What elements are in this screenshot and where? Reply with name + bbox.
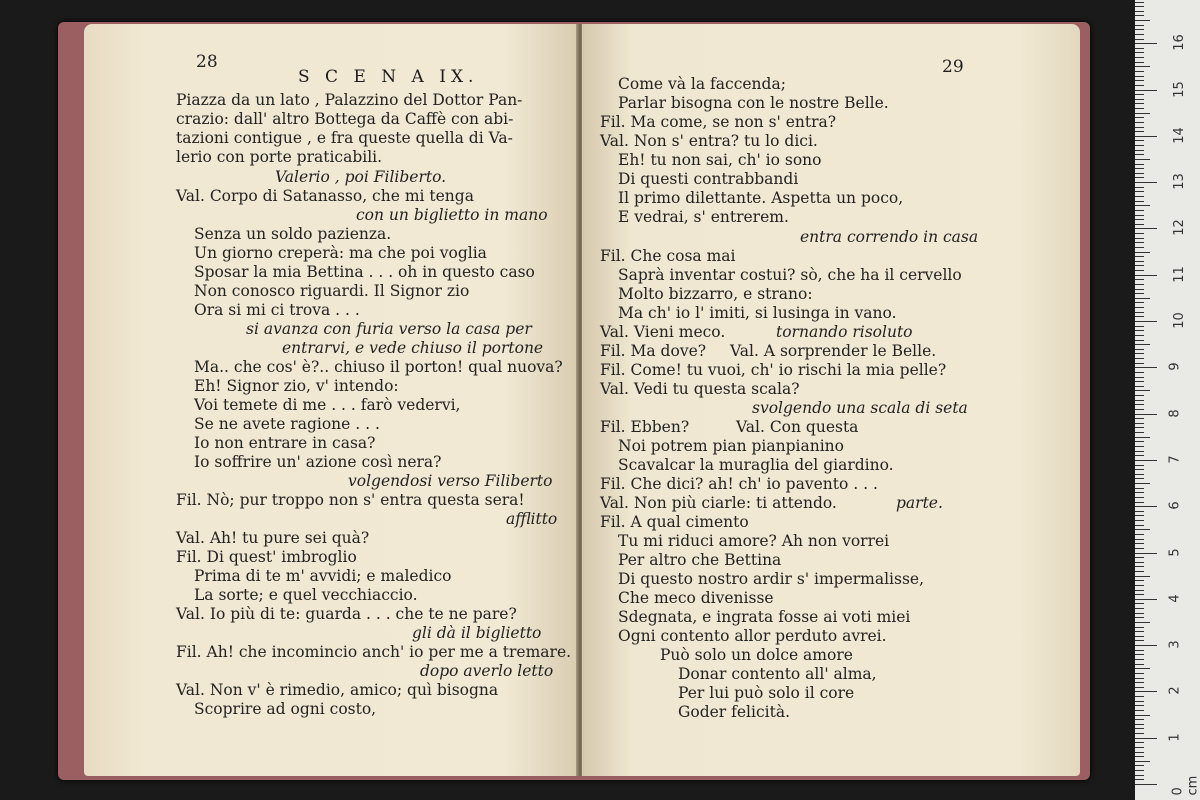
ruler-tick xyxy=(1135,492,1144,493)
ruler-tick xyxy=(1135,728,1144,729)
ruler-tick xyxy=(1135,539,1144,540)
ruler-tick xyxy=(1135,650,1144,651)
text-line: tazioni contigue , e fra queste quella di Va- xyxy=(176,129,513,147)
ruler-tick xyxy=(1135,543,1144,544)
ruler-tick xyxy=(1135,668,1150,669)
text-line: Se ne avete ragione . . . xyxy=(194,415,380,433)
ruler-tick xyxy=(1135,326,1144,327)
text-line: Val. Vedi tu questa scala? xyxy=(600,380,800,398)
ruler-tick xyxy=(1135,742,1144,743)
ruler-label: 13 xyxy=(1171,173,1187,190)
ruler-tick xyxy=(1135,483,1150,484)
ruler-tick xyxy=(1135,140,1144,141)
ruler-tick xyxy=(1135,724,1144,725)
ruler-tick xyxy=(1135,289,1144,290)
ruler-tick xyxy=(1135,779,1144,780)
ruler-tick xyxy=(1135,43,1157,44)
ruler-tick xyxy=(1135,39,1144,40)
ruler-tick xyxy=(1135,418,1144,419)
ruler-tick xyxy=(1135,270,1144,271)
ruler-tick xyxy=(1135,617,1144,618)
text-line: Val. Vieni meco. xyxy=(600,323,726,341)
ruler-tick xyxy=(1135,34,1144,35)
text-line: Val. Non v' è rimedio, amico; quì bisogna xyxy=(176,681,499,699)
ruler-tick xyxy=(1135,344,1150,345)
ruler-tick xyxy=(1135,228,1157,229)
ruler-tick xyxy=(1135,76,1144,77)
text-line: Fil. Ma dove? xyxy=(600,342,707,360)
text-line: Prima di te m' avvidi; e maledico xyxy=(194,567,452,585)
ruler-tick xyxy=(1135,256,1144,257)
ruler-tick xyxy=(1135,590,1144,591)
text-line: Val. Corpo di Satanasso, che mi tenga xyxy=(176,187,474,205)
ruler-tick xyxy=(1135,48,1144,49)
text-line: Fil. Ma come, se non s' entra? xyxy=(600,113,837,131)
ruler-tick xyxy=(1135,437,1150,438)
ruler-label: 5 xyxy=(1167,547,1183,557)
ruler-tick xyxy=(1135,349,1144,350)
text-line: Fil. Come! tu vuoi, ch' io rischi la mia pelle? xyxy=(600,361,947,379)
ruler-tick xyxy=(1135,478,1144,479)
ruler-tick xyxy=(1135,733,1144,734)
stage-direction: volgendosi verso Filiberto xyxy=(348,472,553,490)
ruler-tick xyxy=(1135,136,1157,137)
ruler-tick xyxy=(1135,455,1144,456)
ruler-tick xyxy=(1135,307,1144,308)
ruler-tick xyxy=(1135,150,1144,151)
ruler-tick xyxy=(1135,645,1157,646)
text-line: Ogni contento allor perduto avrei. xyxy=(618,627,887,645)
ruler-tick xyxy=(1135,765,1144,766)
ruler-tick xyxy=(1135,691,1157,692)
ruler-tick xyxy=(1135,367,1157,368)
ruler-tick xyxy=(1135,710,1144,711)
text-line: Val. A sorprender le Belle. xyxy=(730,342,937,360)
ruler-tick xyxy=(1135,312,1144,313)
ruler-tick xyxy=(1135,205,1150,206)
ruler-tick xyxy=(1135,562,1144,563)
text-line: Sposar la mia Bettina . . . oh in questo caso xyxy=(194,263,535,281)
ruler-label: 16 xyxy=(1171,34,1187,51)
ruler-tick xyxy=(1135,224,1144,225)
ruler-tick xyxy=(1135,173,1144,174)
ruler-tick xyxy=(1135,247,1144,248)
ruler-tick xyxy=(1135,515,1144,516)
ruler-tick xyxy=(1135,770,1144,771)
ruler-tick xyxy=(1135,377,1144,378)
ruler-tick xyxy=(1135,372,1144,373)
stage-direction: parte. xyxy=(896,494,943,512)
ruler-tick xyxy=(1135,25,1144,26)
ruler-tick xyxy=(1135,451,1144,452)
ruler-tick xyxy=(1135,62,1144,63)
right-page-number: 29 xyxy=(942,57,964,77)
text-line: Val. Con questa xyxy=(736,418,859,436)
text-line: Di questo nostro ardir s' impermalisse, xyxy=(618,570,925,588)
stage-direction: gli dà il biglietto xyxy=(412,624,542,642)
text-line: Saprà inventar costui? sò, che ha il cervello xyxy=(618,266,962,284)
text-line: Di questi contrabbandi xyxy=(618,170,799,188)
ruler-tick xyxy=(1135,177,1144,178)
ruler-tick xyxy=(1135,353,1144,354)
ruler-tick xyxy=(1135,238,1144,239)
ruler-tick xyxy=(1135,390,1150,391)
ruler-label: 9 xyxy=(1167,362,1183,371)
ruler-tick xyxy=(1135,164,1144,165)
text-line: Fil. Ebben? xyxy=(600,418,690,436)
ruler-tick xyxy=(1135,71,1144,72)
ruler-tick xyxy=(1135,131,1144,132)
ruler-tick xyxy=(1135,432,1144,433)
ruler-tick xyxy=(1135,460,1157,461)
ruler-label: 3 xyxy=(1167,640,1183,649)
stage-direction: con un biglietto in mano xyxy=(356,206,548,224)
ruler-tick xyxy=(1135,613,1144,614)
ruler-tick xyxy=(1135,603,1144,604)
text-line: Piazza da un lato , Palazzino del Dottor Pan- xyxy=(176,91,523,109)
ruler-tick xyxy=(1135,775,1144,776)
text-line: Fil. Che dici? ah! ch' io pavento . . . xyxy=(600,475,878,493)
ruler-tick xyxy=(1135,145,1144,146)
ruler-tick xyxy=(1135,85,1144,86)
text-line: Tu mi riduci amore? Ah non vorrei xyxy=(618,532,890,550)
ruler-tick xyxy=(1135,66,1150,67)
ruler-tick xyxy=(1135,511,1144,512)
ruler-tick xyxy=(1135,127,1144,128)
ruler-tick xyxy=(1135,215,1144,216)
text-line: Molto bizzarro, e strano: xyxy=(618,285,813,303)
ruler-tick xyxy=(1135,465,1144,466)
ruler-tick xyxy=(1135,252,1150,253)
ruler-tick xyxy=(1135,20,1150,21)
ruler-tick xyxy=(1135,279,1144,280)
ruler-tick xyxy=(1135,622,1150,623)
ruler-tick xyxy=(1135,400,1144,401)
ruler-tick xyxy=(1135,594,1144,595)
text-line: Ma.. che cos' è?.. chiuso il porton! qual nuova? xyxy=(194,358,563,376)
text-line: Val. Non più ciarle: ti attendo. xyxy=(600,494,837,512)
text-line: Goder felicità. xyxy=(678,703,791,721)
text-line: Eh! tu non sai, ch' io sono xyxy=(618,151,822,169)
text-line: Senza un soldo pazienza. xyxy=(194,225,392,243)
text-line: Io non entrare in casa? xyxy=(194,434,376,452)
text-line: Per lui può solo il core xyxy=(678,684,855,702)
stage-direction: entra correndo in casa xyxy=(800,228,979,246)
ruler-tick xyxy=(1135,52,1144,53)
ruler-tick xyxy=(1135,154,1144,155)
ruler-tick xyxy=(1135,599,1157,600)
ruler-tick xyxy=(1135,113,1150,114)
stage-direction: Valerio , poi Filiberto. xyxy=(275,168,447,186)
ruler-tick xyxy=(1135,576,1150,577)
ruler-tick xyxy=(1135,534,1144,535)
ruler-tick xyxy=(1135,201,1144,202)
ruler-label: 6 xyxy=(1167,501,1183,510)
ruler-label: 4 xyxy=(1167,594,1183,603)
ruler-label: 8 xyxy=(1167,408,1183,418)
ruler-tick xyxy=(1135,6,1144,7)
ruler-tick xyxy=(1135,321,1157,322)
ruler-tick xyxy=(1135,103,1144,104)
text-line: Fil. Ah! che incomincio anch' io per me a tremare. xyxy=(176,643,572,661)
text-line: Un giorno creperà: ma che poi voglia xyxy=(194,244,487,262)
ruler-tick xyxy=(1135,275,1157,276)
ruler-tick xyxy=(1135,441,1144,442)
ruler-tick xyxy=(1135,566,1144,567)
ruler-tick xyxy=(1135,585,1144,586)
ruler-tick xyxy=(1135,330,1144,331)
text-line: Come và la faccenda; xyxy=(618,75,786,93)
text-line: Non conosco riguardi. Il Signor zio xyxy=(194,282,470,300)
ruler-tick xyxy=(1135,122,1144,123)
text-line: crazio: dall' altro Bottega da Caffè con abi- xyxy=(176,110,514,128)
ruler-tick xyxy=(1135,636,1144,637)
text-line: Voi temete di me . . . farò vedervi, xyxy=(194,396,461,414)
text-line: Sdegnata, e ingrata fosse ai voti miei xyxy=(618,608,911,626)
stage-direction: dopo averlo letto xyxy=(420,662,554,680)
ruler-tick xyxy=(1135,404,1144,405)
ruler-label: 7 xyxy=(1167,455,1183,464)
ruler-tick xyxy=(1135,502,1144,503)
text-line: Fil. A qual cimento xyxy=(600,513,749,531)
text-line: E vedrai, s' entrerem. xyxy=(618,208,789,226)
ruler-tick xyxy=(1135,705,1144,706)
stage-direction: afflitto xyxy=(506,510,558,528)
ruler-tick xyxy=(1135,678,1144,679)
ruler-tick xyxy=(1135,335,1144,336)
ruler-label: 0 cm xyxy=(1170,775,1200,796)
ruler-tick xyxy=(1135,715,1150,716)
ruler-tick xyxy=(1135,196,1144,197)
ruler-tick xyxy=(1135,580,1144,581)
ruler-tick xyxy=(1135,488,1144,489)
ruler-tick xyxy=(1135,381,1144,382)
ruler-tick xyxy=(1135,747,1144,748)
ruler-tick xyxy=(1135,29,1144,30)
ruler-tick xyxy=(1135,265,1144,266)
ruler-tick xyxy=(1135,506,1157,507)
ruler-tick xyxy=(1135,298,1150,299)
ruler-tick xyxy=(1135,11,1144,12)
text-line: Ma ch' io l' imiti, si lusinga in vano. xyxy=(618,304,897,322)
ruler-tick xyxy=(1135,210,1144,211)
text-line: Può solo un dolce amore xyxy=(660,646,853,664)
ruler-tick xyxy=(1135,94,1144,95)
ruler-tick xyxy=(1135,474,1144,475)
ruler-tick xyxy=(1135,219,1144,220)
text-line: Val. Ah! tu pure sei quà? xyxy=(176,529,370,547)
ruler-tick xyxy=(1135,423,1144,424)
ruler-tick xyxy=(1135,571,1144,572)
text-line: Fil. Nò; pur troppo non s' entra questa sera! xyxy=(176,491,525,509)
ruler-tick xyxy=(1135,168,1144,169)
stage-direction: si avanza con furia verso la casa per xyxy=(246,320,532,338)
ruler-tick xyxy=(1135,719,1144,720)
ruler-tick xyxy=(1135,316,1144,317)
ruler-tick xyxy=(1135,284,1144,285)
ruler-tick xyxy=(1135,627,1144,628)
ruler-label: 15 xyxy=(1171,80,1187,98)
ruler-tick xyxy=(1135,108,1144,109)
ruler-tick xyxy=(1135,548,1144,549)
ruler-tick xyxy=(1135,553,1157,554)
text-line: Fil. Che cosa mai xyxy=(600,247,736,265)
ruler-tick xyxy=(1135,640,1144,641)
ruler-tick xyxy=(1135,293,1144,294)
ruler-tick xyxy=(1135,687,1144,688)
ruler-tick xyxy=(1135,497,1144,498)
text-line: Parlar bisogna con le nostre Belle. xyxy=(618,94,889,112)
ruler-tick xyxy=(1135,57,1144,58)
ruler-tick xyxy=(1135,738,1157,739)
ruler-tick xyxy=(1135,529,1150,530)
text-line: Val. Non s' entra? tu lo dici. xyxy=(600,132,818,150)
ruler-tick xyxy=(1135,182,1157,183)
text-line: Donar contento all' alma, xyxy=(678,665,877,683)
stage-direction: svolgendo una scala di seta xyxy=(752,399,968,417)
ruler-tick xyxy=(1135,752,1144,753)
ruler-tick xyxy=(1135,302,1144,303)
ruler-tick xyxy=(1135,520,1144,521)
ruler-label: 11 xyxy=(1171,265,1187,283)
ruler-label: 10 xyxy=(1171,312,1187,329)
ruler-tick xyxy=(1135,358,1144,359)
ruler-tick xyxy=(1135,659,1144,660)
ruler-tick xyxy=(1135,242,1144,243)
ruler-tick xyxy=(1135,631,1144,632)
ruler-tick xyxy=(1135,696,1144,697)
text-line: Ora si mi ci trova . . . xyxy=(194,301,360,319)
ruler-tick xyxy=(1135,261,1144,262)
ruler-tick xyxy=(1135,756,1144,757)
ruler-tick xyxy=(1135,664,1144,665)
ruler-tick xyxy=(1135,525,1144,526)
text-line: Per altro che Bettina xyxy=(618,551,782,569)
text-line: Il primo dilettante. Aspetta un poco, xyxy=(618,189,904,207)
ruler-label: 1 xyxy=(1167,733,1183,742)
text-line: Scavalcar la muraglia del giardino. xyxy=(618,456,894,474)
ruler-tick xyxy=(1135,191,1144,192)
measuring-ruler xyxy=(1135,0,1200,800)
ruler-label: 14 xyxy=(1171,127,1187,144)
text-line: La sorte; e quel vecchiaccio. xyxy=(194,586,418,604)
text-line: lerio con porte praticabili. xyxy=(176,148,383,166)
ruler-tick xyxy=(1135,608,1144,609)
text-line: Noi potrem pian pianpianino xyxy=(618,437,844,455)
ruler-tick xyxy=(1135,761,1150,762)
ruler-tick xyxy=(1135,673,1144,674)
ruler-tick xyxy=(1135,99,1144,100)
ruler-tick xyxy=(1135,784,1157,785)
text-line: Eh! Signor zio, v' intendo: xyxy=(194,377,399,395)
text-line: Scoprire ad ogni costo, xyxy=(194,700,377,718)
ruler-tick xyxy=(1135,117,1144,118)
scene-title: S C E N A IX. xyxy=(298,67,479,87)
ruler-tick xyxy=(1135,90,1157,91)
text-line: Io soffrire un' azione così nera? xyxy=(194,453,442,471)
ruler-tick xyxy=(1135,557,1144,558)
ruler-tick xyxy=(1135,340,1144,341)
ruler-tick xyxy=(1135,386,1144,387)
ruler-tick xyxy=(1135,233,1144,234)
ruler-tick xyxy=(1135,654,1144,655)
ruler-tick xyxy=(1135,469,1144,470)
ruler-tick xyxy=(1135,395,1144,396)
ruler-tick xyxy=(1135,414,1157,415)
text-line: Fil. Di quest' imbroglio xyxy=(176,548,357,566)
ruler-tick xyxy=(1135,427,1144,428)
text-line: Che meco divenisse xyxy=(618,589,774,607)
ruler-tick xyxy=(1135,159,1150,160)
ruler-tick xyxy=(1135,363,1144,364)
ruler-tick xyxy=(1135,187,1144,188)
ruler-label: 12 xyxy=(1171,219,1187,237)
ruler-tick xyxy=(1135,701,1144,702)
ruler-label: 2 xyxy=(1167,686,1183,696)
left-page-number: 28 xyxy=(196,52,218,72)
ruler-tick xyxy=(1135,446,1144,447)
ruler-tick xyxy=(1135,682,1144,683)
text-line: Val. Io più di te: guarda . . . che te ne pare? xyxy=(176,605,517,623)
stage-direction: tornando risoluto xyxy=(776,323,913,341)
stage-direction: entrarvi, e vede chiuso il portone xyxy=(282,339,544,357)
ruler-tick xyxy=(1135,2,1144,3)
ruler-tick xyxy=(1135,15,1144,16)
ruler-tick xyxy=(1135,409,1144,410)
ruler-tick xyxy=(1135,80,1144,81)
